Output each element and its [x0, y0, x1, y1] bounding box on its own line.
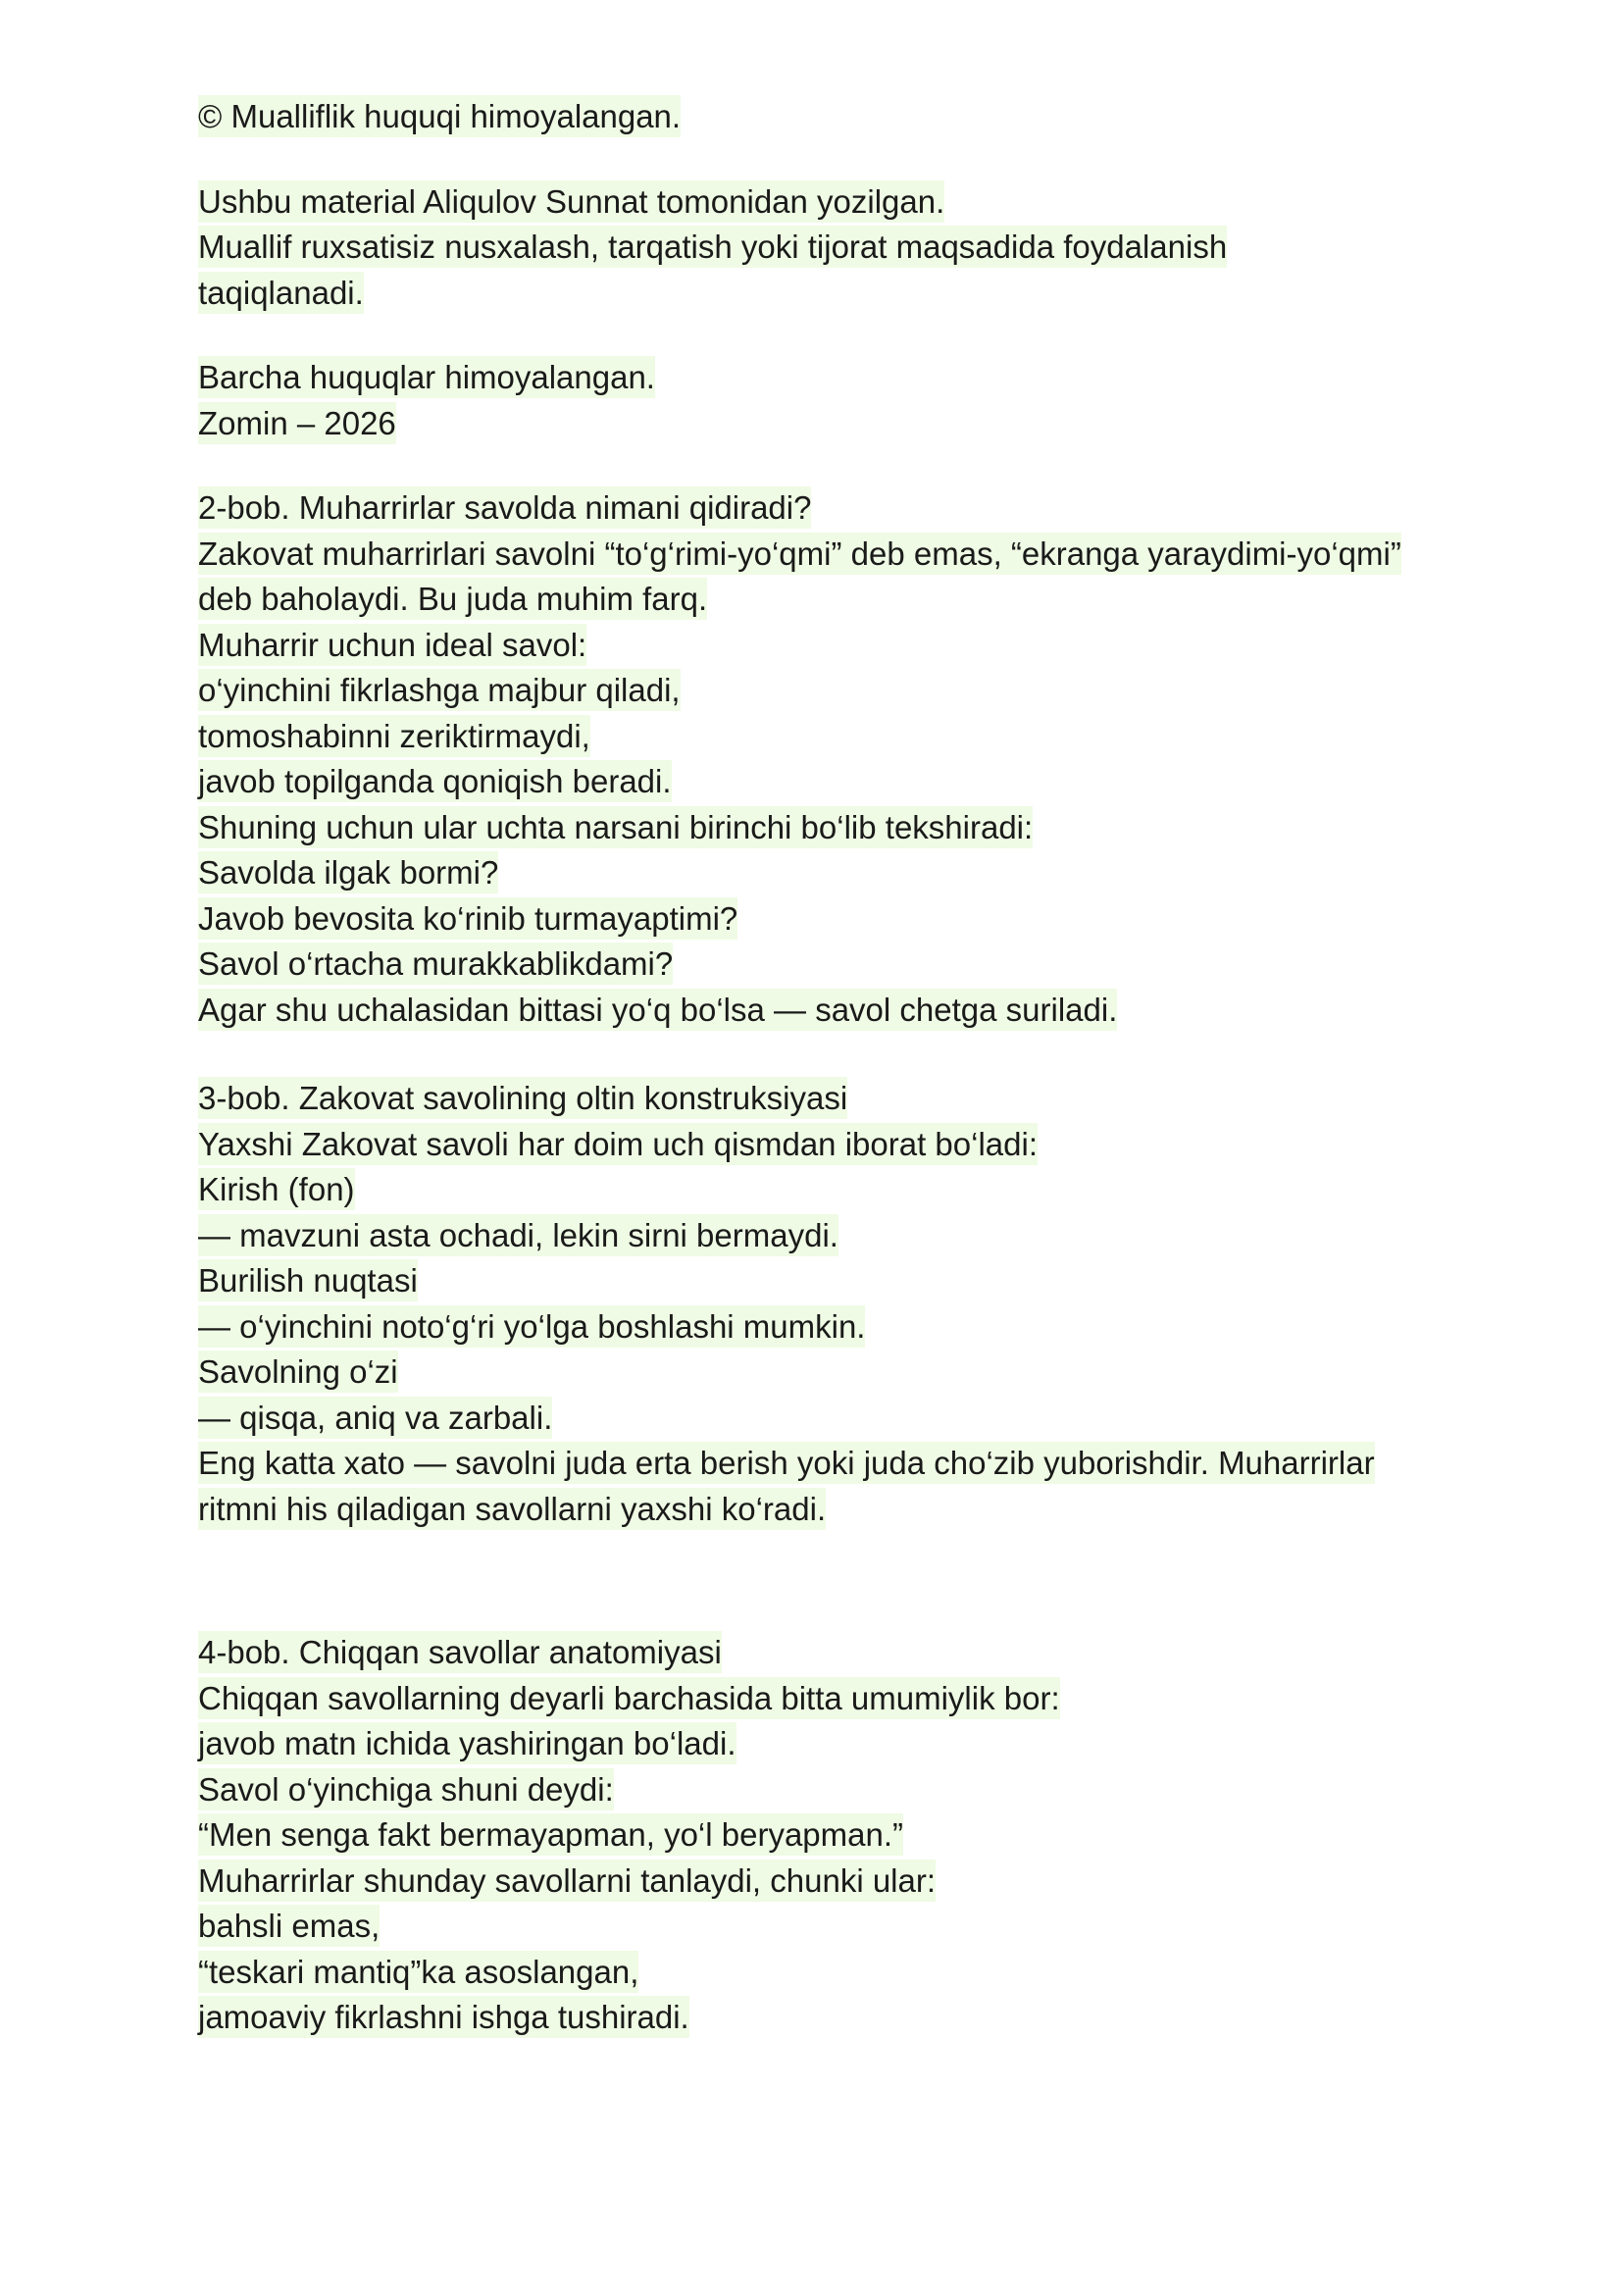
chapter-3-line: Eng katta xato — savolni juda erta berish yoki juda cho‘zib yuborishdir. Muharrirlar [198, 1441, 1434, 1487]
chapter-2-line: o‘yinchini fikrlashga majbur qiladi, [198, 668, 1434, 714]
chapter-3-line: — mavzuni asta ochadi, lekin sirni bermaydi. [198, 1213, 1434, 1259]
copyright-line: Muallif ruxsatisiz nusxalash, tarqatish yoki tijorat maqsadida foydalanish [198, 225, 1434, 271]
chapter-2-line: deb baholaydi. Bu juda muhim farq. [198, 577, 1434, 623]
chapter-4-line: bahsli emas, [198, 1904, 1434, 1950]
chapter-2-line: Savolda ilgak bormi? [198, 850, 1434, 896]
chapter-2-title: 2-bob. Muharrirlar savolda nimani qidiradi? [198, 485, 1434, 532]
chapter-2-line: Savol o‘rtacha murakkablikdami? [198, 942, 1434, 988]
chapter-2-line: Zakovat muharrirlari savolni “to‘g‘rimi-yo‘qmi” deb emas, “ekranga yaraydimi-yo‘qmi” [198, 532, 1434, 578]
chapter-3-line: Kirish (fon) [198, 1167, 1434, 1213]
chapter-4-line: “Men senga fakt bermayapman, yo‘l beryapman.” [198, 1812, 1434, 1859]
chapter-4-line: Muharrirlar shunday savollarni tanlaydi, chunki ular: [198, 1859, 1434, 1905]
chapter-3-line: Yaxshi Zakovat savoli har doim uch qismdan iborat bo‘ladi: [198, 1122, 1434, 1168]
chapter-2-line: Agar shu uchalasidan bittasi yo‘q bo‘lsa — savol chetga suriladi. [198, 988, 1434, 1034]
chapter-4-title: 4-bob. Chiqqan savollar anatomiyasi [198, 1630, 1434, 1676]
chapter-3-line: Burilish nuqtasi [198, 1258, 1434, 1304]
chapter-4-line: javob matn ichida yashiringan bo‘ladi. [198, 1721, 1434, 1767]
copyright-line: taqiqlanadi. [198, 271, 1434, 317]
chapter-2-line: javob topilganda qoniqish beradi. [198, 759, 1434, 805]
chapter-3-line: — o‘yinchini noto‘g‘ri yo‘lga boshlashi mumkin. [198, 1304, 1434, 1351]
chapter-4-line: “teskari mantiq”ka asoslangan, [198, 1950, 1434, 1996]
place-year: Zomin – 2026 [198, 401, 1434, 447]
chapter-3-title: 3-bob. Zakovat savolining oltin konstruksiyasi [198, 1076, 1434, 1122]
chapter-4-line: jamoaviy fikrlashni ishga tushiradi. [198, 1995, 1434, 2041]
copyright-line: Ushbu material Aliqulov Sunnat tomonidan yozilgan. [198, 179, 1434, 226]
chapter-3-line: ritmni his qiladigan savollarni yaxshi ko‘radi. [198, 1487, 1434, 1533]
copyright-notice: © Mualliflik huquqi himoyalangan. [198, 94, 1434, 140]
chapter-2-line: tomoshabinni zeriktirmaydi, [198, 714, 1434, 760]
rights-statement: Barcha huquqlar himoyalangan. [198, 355, 1434, 401]
chapter-3-line: — qisqa, aniq va zarbali. [198, 1396, 1434, 1442]
chapter-2-line: Javob bevosita ko‘rinib turmayaptimi? [198, 896, 1434, 943]
chapter-4-line: Chiqqan savollarning deyarli barchasida bitta umumiylik bor: [198, 1676, 1434, 1722]
chapter-4-line: Savol o‘yinchiga shuni deydi: [198, 1767, 1434, 1813]
document-page [198, 94, 1434, 2041]
chapter-2-line: Shuning uchun ular uchta narsani birinchi bo‘lib tekshiradi: [198, 805, 1434, 851]
chapter-3-line: Savolning o‘zi [198, 1350, 1434, 1396]
chapter-2-line: Muharrir uchun ideal savol: [198, 623, 1434, 669]
